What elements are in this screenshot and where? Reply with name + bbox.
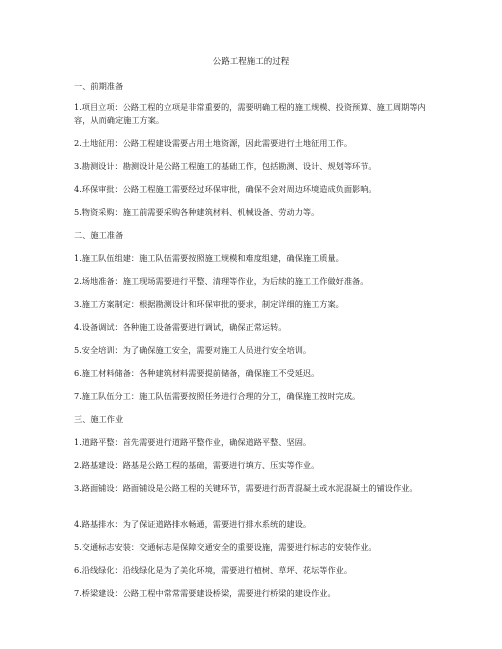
section-heading-1: 一、前期准备	[74, 81, 124, 91]
paragraph-1-4: 4.环保审批：公路工程施工需要经过环保审批，确保不会对周边环境造成负面影响。	[74, 184, 377, 194]
paragraph-3-6: 6.沿线绿化：沿线绿化是为了美化环境，需要进行植树、草坪、花坛等作业。	[74, 565, 353, 575]
paragraph-2-2: 2.场地准备：施工现场需要进行平整、清理等作业，为后续的施工工作做好准备。	[74, 276, 369, 286]
paragraph-2-3: 3.施工方案制定：根据勘测设计和环保审批的要求，制定详细的施工方案。	[74, 299, 344, 309]
document-title: 公路工程施工的过程	[212, 57, 290, 67]
paragraph-2-1: 1.施工队伍组建：施工队伍需要按照施工规模和难度组建，确保施工质量。	[74, 253, 344, 263]
paragraph-1-1: 1.项目立项：公路工程的立项是非常重要的，需要明确工程的施工规模、投资预算、施工周期等内容，从而确定施工方案。	[74, 102, 426, 125]
paragraph-3-4: 4.路基排水：为了保证道路排水畅通，需要进行排水系统的建设。	[74, 519, 312, 529]
paragraph-2-6: 6.施工材料储备：各种建筑材料需要提前储备，确保施工不受延迟。	[74, 368, 320, 378]
paragraph-3-7: 7.桥梁建设：公路工程中常常需要建设桥梁，需要进行桥梁的建设作业。	[74, 588, 336, 598]
section-heading-3: 三、施工作业	[74, 414, 124, 424]
paragraph-3-5: 5.交通标志安装：交通标志是保障交通安全的重要设施，需要进行标志的安装作业。	[74, 542, 377, 552]
paragraph-2-7: 7.施工队伍分工：施工队伍需要按照任务进行合理的分工，确保施工按时完成。	[74, 391, 361, 401]
paragraph-1-2: 2.土地征用：公路工程建设需要占用土地资源，因此需要进行土地征用工作。	[74, 138, 353, 148]
paragraph-1-3: 3.勘测设计：勘测设计是公路工程施工的基础工作，包括勘测、设计、规划等环节。	[74, 161, 377, 171]
paragraph-3-3: 3.路面铺设：路面铺设是公路工程的关键环节，需要进行沥青混凝土或水泥混凝土的铺设作业。	[74, 483, 418, 493]
paragraph-3-1: 1.道路平整：首先需要进行道路平整作业，确保道路平整、坚固。	[74, 437, 312, 447]
paragraph-1-5: 5.物资采购：施工前需要采购各种建筑材料、机械设备、劳动力等。	[74, 207, 320, 217]
paragraph-3-2: 2.路基建设：路基是公路工程的基础，需要进行填方、压实等作业。	[74, 460, 320, 470]
paragraph-2-4: 4.设备调试：各种施工设备需要进行调试，确保正常运转。	[74, 322, 287, 332]
section-heading-2: 二、施工准备	[74, 230, 124, 240]
paragraph-2-5: 5.安全培训：为了确保施工安全，需要对施工人员进行安全培训。	[74, 345, 312, 355]
